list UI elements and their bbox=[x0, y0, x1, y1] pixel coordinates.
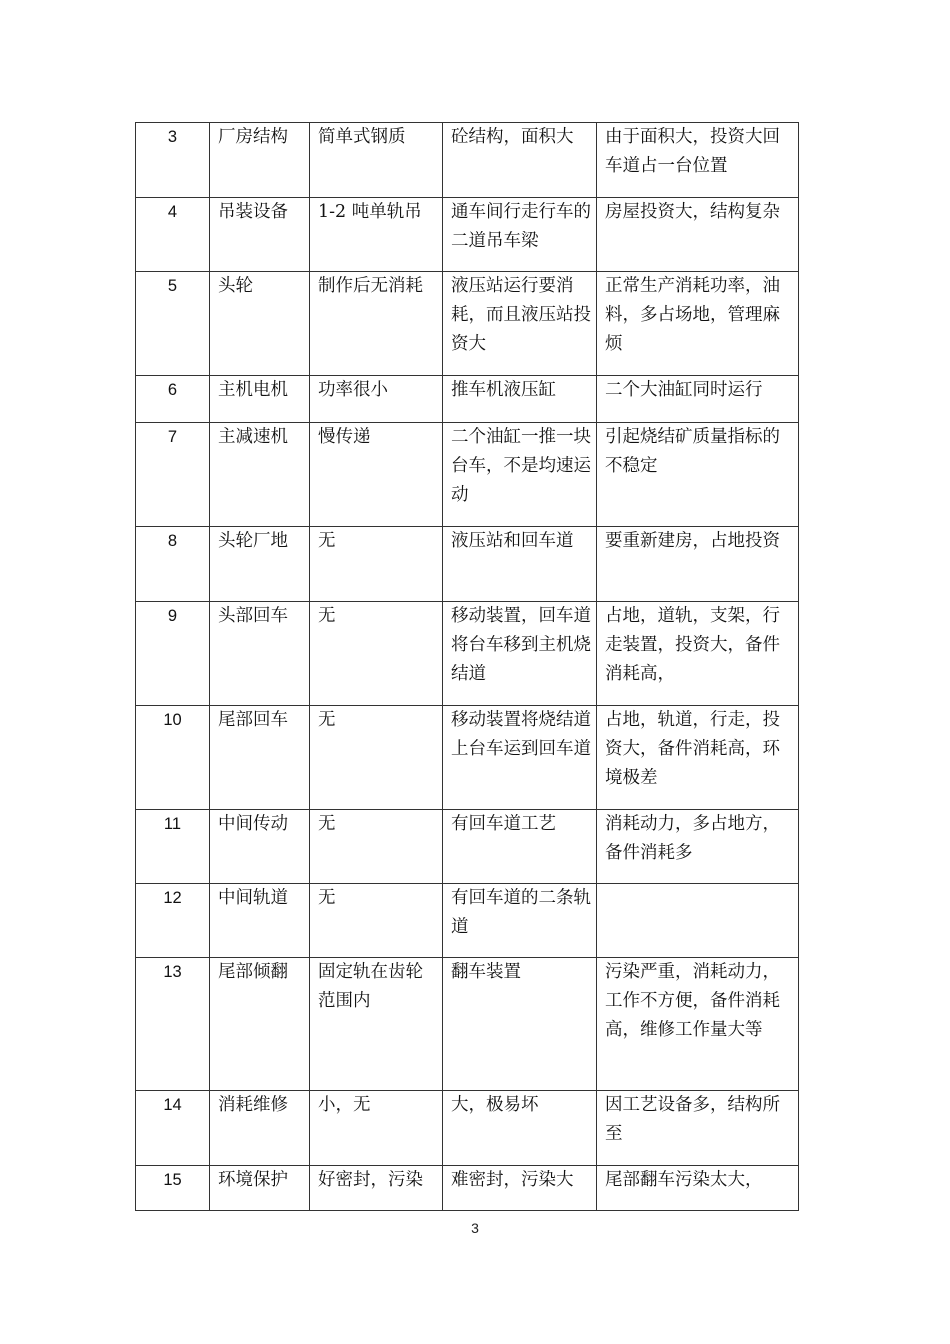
remark-cell bbox=[597, 884, 799, 958]
option-a-cell: 1-2 吨单轨吊 bbox=[310, 198, 443, 272]
table-row bbox=[136, 198, 799, 272]
row-number-cell: 10 bbox=[136, 706, 210, 810]
option-a-cell: 无 bbox=[310, 810, 443, 884]
comparison-table bbox=[135, 122, 799, 1211]
table-body bbox=[136, 123, 799, 1211]
item-name-cell: 头部回车 bbox=[210, 602, 310, 706]
row-number-cell: 5 bbox=[136, 272, 210, 376]
row-number-cell: 7 bbox=[136, 423, 210, 527]
option-b-cell: 液压站运行要消耗，而且液压站投资大 bbox=[443, 272, 597, 376]
option-a-cell: 好密封，污染 bbox=[310, 1166, 443, 1211]
row-number-cell: 14 bbox=[136, 1091, 210, 1166]
row-number-cell: 15 bbox=[136, 1166, 210, 1211]
remark-cell: 尾部翻车污染太大， bbox=[597, 1166, 799, 1211]
row-number-cell: 6 bbox=[136, 376, 210, 423]
option-b-cell: 推车机液压缸 bbox=[443, 376, 597, 423]
item-name-cell: 环境保护 bbox=[210, 1166, 310, 1211]
option-a-cell: 无 bbox=[310, 527, 443, 602]
option-a-cell: 无 bbox=[310, 706, 443, 810]
row-number-cell: 12 bbox=[136, 884, 210, 958]
item-name-cell: 尾部倾翻 bbox=[210, 958, 310, 1091]
remark-cell: 占地，轨道，行走，投资大，备件消耗高，环境极差 bbox=[597, 706, 799, 810]
table-row bbox=[136, 602, 799, 706]
option-a-cell: 制作后无消耗 bbox=[310, 272, 443, 376]
remark-cell: 房屋投资大，结构复杂 bbox=[597, 198, 799, 272]
option-b-cell: 液压站和回车道 bbox=[443, 527, 597, 602]
option-b-cell: 移动装置，回车道将台车移到主机烧结道 bbox=[443, 602, 597, 706]
item-name-cell: 主减速机 bbox=[210, 423, 310, 527]
option-a-cell: 小，无 bbox=[310, 1091, 443, 1166]
option-b-cell: 二个油缸一推一块台车，不是均速运动 bbox=[443, 423, 597, 527]
option-a-cell: 简单式钢质 bbox=[310, 123, 443, 198]
table-row bbox=[136, 272, 799, 376]
table-row bbox=[136, 376, 799, 423]
option-a-cell: 慢传递 bbox=[310, 423, 443, 527]
table-row bbox=[136, 1166, 799, 1211]
row-number-cell: 11 bbox=[136, 810, 210, 884]
row-number-cell: 9 bbox=[136, 602, 210, 706]
remark-cell: 因工艺设备多，结构所至 bbox=[597, 1091, 799, 1166]
row-number-cell: 8 bbox=[136, 527, 210, 602]
option-b-cell: 移动装置将烧结道上台车运到回车道 bbox=[443, 706, 597, 810]
option-a-cell: 无 bbox=[310, 602, 443, 706]
option-a-cell: 固定轨在齿轮范围内 bbox=[310, 958, 443, 1091]
remark-cell: 消耗动力，多占地方，备件消耗多 bbox=[597, 810, 799, 884]
remark-cell: 要重新建房，占地投资 bbox=[597, 527, 799, 602]
option-b-cell: 有回车道工艺 bbox=[443, 810, 597, 884]
remark-cell: 二个大油缸同时运行 bbox=[597, 376, 799, 423]
option-a-cell: 无 bbox=[310, 884, 443, 958]
option-b-cell: 砼结构，面积大 bbox=[443, 123, 597, 198]
item-name-cell: 消耗维修 bbox=[210, 1091, 310, 1166]
remark-cell: 污染严重，消耗动力，工作不方便，备件消耗高，维修工作量大等 bbox=[597, 958, 799, 1091]
item-name-cell: 主机电机 bbox=[210, 376, 310, 423]
option-b-cell: 大，极易坏 bbox=[443, 1091, 597, 1166]
table-row bbox=[136, 1091, 799, 1166]
row-number-cell: 13 bbox=[136, 958, 210, 1091]
option-a-cell: 功率很小 bbox=[310, 376, 443, 423]
item-name-cell: 尾部回车 bbox=[210, 706, 310, 810]
remark-cell: 由于面积大，投资大回车道占一台位置 bbox=[597, 123, 799, 198]
table-row bbox=[136, 958, 799, 1091]
remark-cell: 占地，道轨，支架，行走装置，投资大，备件消耗高， bbox=[597, 602, 799, 706]
item-name-cell: 头轮 bbox=[210, 272, 310, 376]
table-row bbox=[136, 884, 799, 958]
item-name-cell: 中间轨道 bbox=[210, 884, 310, 958]
option-b-cell: 翻车装置 bbox=[443, 958, 597, 1091]
table-row bbox=[136, 706, 799, 810]
page-number: 3 bbox=[471, 1220, 479, 1236]
remark-cell: 引起烧结矿质量指标的不稳定 bbox=[597, 423, 799, 527]
table-row bbox=[136, 123, 799, 198]
option-b-cell: 难密封，污染大 bbox=[443, 1166, 597, 1211]
row-number-cell: 3 bbox=[136, 123, 210, 198]
table-row bbox=[136, 527, 799, 602]
item-name-cell: 厂房结构 bbox=[210, 123, 310, 198]
item-name-cell: 头轮厂地 bbox=[210, 527, 310, 602]
item-name-cell: 吊装设备 bbox=[210, 198, 310, 272]
table-row bbox=[136, 810, 799, 884]
remark-cell: 正常生产消耗功率，油料，多占场地，管理麻烦 bbox=[597, 272, 799, 376]
table-row bbox=[136, 423, 799, 527]
row-number-cell: 4 bbox=[136, 198, 210, 272]
option-b-cell: 通车间行走行车的二道吊车梁 bbox=[443, 198, 597, 272]
option-b-cell: 有回车道的二条轨道 bbox=[443, 884, 597, 958]
item-name-cell: 中间传动 bbox=[210, 810, 310, 884]
